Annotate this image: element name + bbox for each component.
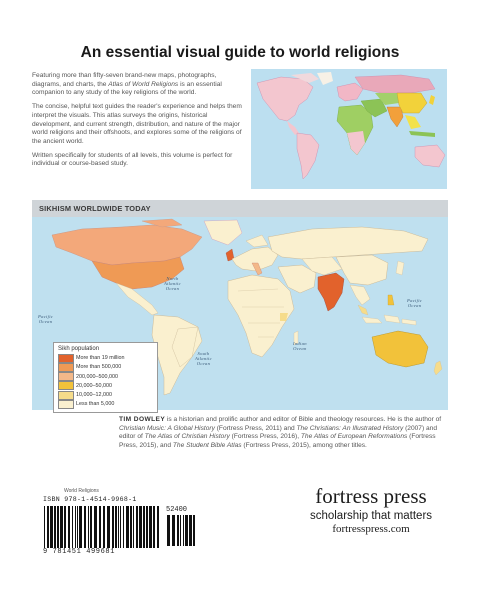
intro-p1-b: is an essential companion to any study of the key religions of the world.: [32, 80, 222, 97]
price-code: 52400: [166, 506, 188, 514]
publisher-name: fortress press: [315, 484, 427, 508]
barcode: [43, 506, 161, 548]
book-title: The Christians: An Illustrated History: [296, 424, 404, 432]
barcode-number: 9 781451 499681: [43, 548, 116, 556]
legend-swatch: [58, 400, 74, 409]
intro-p1-a: Featuring more than fifty-seven brand-new maps, photographs, diagrams, and charts, the: [32, 72, 217, 88]
publisher-url: fortresspress.com: [332, 523, 410, 535]
book-title: Christian Music: A Global History: [119, 424, 215, 432]
legend-label: 10,000–12,000: [76, 392, 112, 398]
legend-item: [58, 363, 153, 372]
ocean-label-pacific-right: Pacific Ocean: [407, 298, 423, 308]
legend-swatch: [58, 381, 74, 390]
book-title: The Atlas of Christian History: [144, 433, 230, 441]
isbn-text: ISBN 978-1-4514-9968-1: [43, 496, 137, 503]
legend-item: [58, 382, 153, 391]
legend-label: 200,000–500,000: [76, 373, 118, 380]
legend-title: Sikh population: [58, 346, 100, 352]
page-title: An essential visual guide to world religions: [80, 44, 400, 61]
legend-item: [58, 400, 153, 409]
map-panel-header: [32, 200, 448, 217]
legend-swatch: [58, 363, 74, 372]
price-barcode: [166, 515, 196, 546]
book-title: The Atlas of European Reformations: [300, 433, 408, 441]
intro-book-title: Atlas of World Religions: [108, 80, 179, 88]
ocean-label-pacific-left: Pacific Ocean: [38, 314, 54, 324]
legend-label: More than 19 million: [76, 355, 125, 362]
map-legend: [53, 342, 158, 413]
legend-swatch: [58, 354, 74, 363]
legend-label: Less than 5,000: [76, 401, 115, 408]
intro-p2: The concise, helpful text guides the reader's experience and helps them interpret the visuals. This atlas surveys the origins, historical development, and current strength, distribution, and nature of the major world religions and their offshoots, and explores some of the religions of the ancient world.: [32, 103, 242, 145]
category-label: World Religions: [64, 488, 99, 494]
world-religions-thumbnail-map: [251, 69, 447, 189]
ocean-label-south-atlantic: South Atlantic Ocean: [195, 351, 212, 366]
author-bio: TIM DOWLEY is a historian and prolific author and editor of Bible and theology resources. He is the author of Christian Music: A Global History (Fortress Press, 2011) and The Christians: An Illustrated History (2007) and editor of The Atlas of Christian History (Fortress Press, 2016), The Atlas of European Reformations (Fortress Press, 2015), and The Student Bible Atlas (Fortress Press, 2015), among other titles.: [119, 416, 442, 450]
legend-swatch: [58, 391, 74, 400]
publisher-tagline: scholarship that matters: [309, 510, 433, 522]
legend-item: [58, 354, 153, 363]
author-name: TIM DOWLEY: [119, 416, 166, 423]
legend-label: More than 500,000: [76, 364, 122, 371]
publisher-logo: [288, 485, 454, 536]
legend-item: [58, 372, 153, 381]
map-panel-heading: SIKHISM WORLDWIDE TODAY: [39, 204, 151, 213]
intro-text: [32, 72, 242, 174]
intro-p3: Written specifically for students of all levels, this volume is perfect for individual or course-based study.: [32, 151, 233, 168]
ocean-label-indian: Indian Ocean: [293, 341, 307, 351]
legend-swatch: [58, 372, 74, 381]
book-title: The Student Bible Atlas: [172, 442, 242, 450]
legend-label: 20,000–50,000: [76, 382, 112, 389]
legend-item: [58, 391, 153, 400]
ocean-label-north-atlantic: North Atlantic Ocean: [164, 276, 181, 291]
